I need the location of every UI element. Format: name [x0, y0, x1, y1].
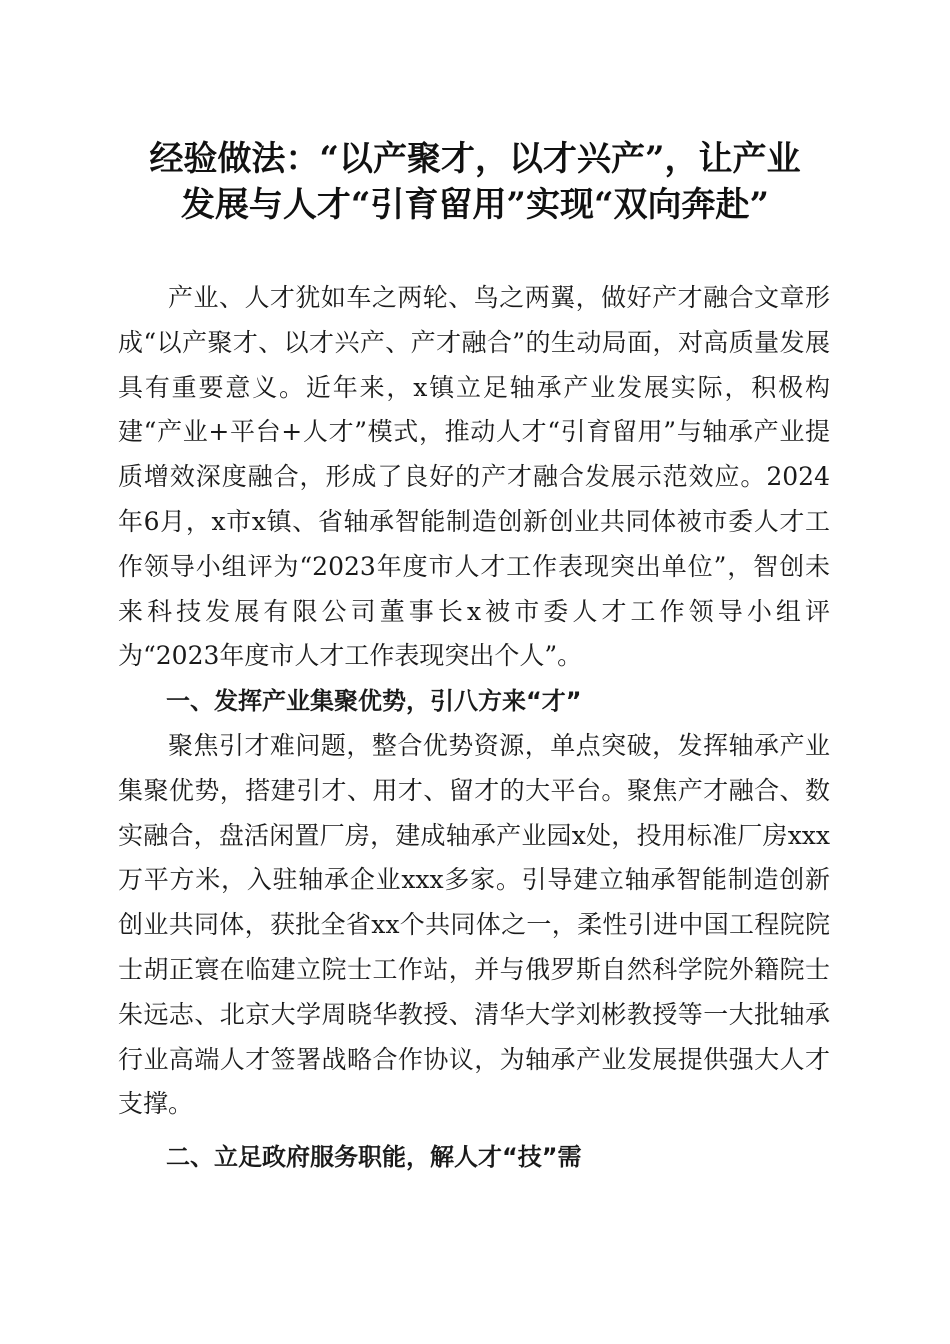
section-heading-1: 一、发挥产业集聚优势，引八方来“才” — [166, 687, 582, 716]
section-1-paragraph: 聚焦引才难问题，整合优势资源，单点突破，发挥轴承产业集聚优势，搭建引才、用才、留才的大平台。聚焦产才融合、数实融合，盘活闲置厂房，建成轴承产业园x处，投用标准厂房xxx万平方米，入驻轴承企业xxx多家。引导建立轴承智能制造创新创业共同体，获批全省xx个共同体之一，柔性引进中国工程院院士胡正寰在临建立院士工作站，并与俄罗斯自然科学院外籍院士朱远志、北京大学周晓华教授、清华大学刘彬教授等一大批轴承行业高端人才签署战略合作协议，为轴承产业发展提供强大人才支撑。 — [118, 730, 830, 1119]
section-heading-2: 二、立足政府服务职能，解人才“技”需 — [166, 1143, 582, 1172]
document-body — [118, 276, 830, 1180]
intro-paragraph: 产业、人才犹如车之两轮、鸟之两翼，做好产才融合文章形成“以产聚才、以才兴产、产才融合”的生动局面，对高质量发展具有重要意义。近年来，x镇立足轴承产业发展实际，积极构建“产业+平台+人才”模式，推动人才“引育留用”与轴承产业提质增效深度融合，形成了良好的产才融合发展示范效应。2024年6月，x市x镇、省轴承智能制造创新创业共同体被市委人才工作领导小组评为“2023年度市人才工作表现突出单位”，智创未来科技发展有限公司董事长x被市委人才工作领导小组评为“2023年度市人才工作表现突出个人”。 — [118, 283, 830, 671]
document-title — [100, 136, 850, 228]
title-line-2: 发展与人才“引育留用”实现“双向奔赴” — [180, 185, 770, 225]
title-line-1: 经验做法：“以产聚才，以才兴产”，让产业 — [149, 139, 801, 179]
